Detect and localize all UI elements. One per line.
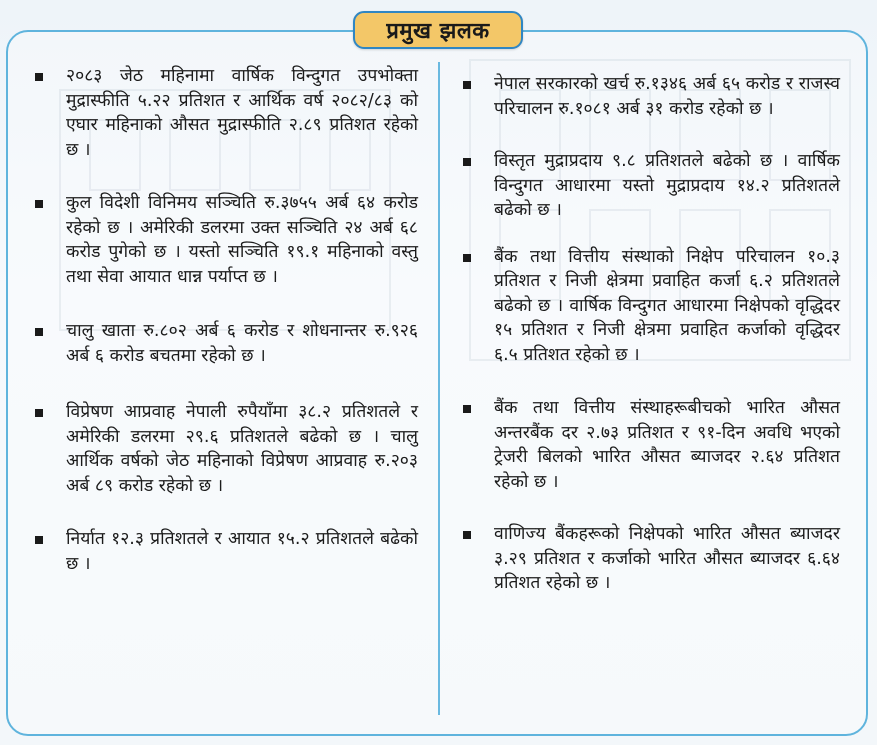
bullet-icon bbox=[463, 254, 471, 262]
column-divider bbox=[438, 62, 440, 715]
list-item-trade: निर्यात १२.३ प्रतिशतले र आयात १५.२ प्रतिशतले बढेको छ । bbox=[32, 527, 418, 576]
list-item-govt-expenditure: नेपाल सरकारको खर्च रु.१३४६ अर्ब ६५ करोड र राजस्व परिचालन रु.१०८१ अर्ब ३१ करोड रहेको छ । bbox=[460, 72, 840, 121]
bullet-icon bbox=[463, 405, 471, 413]
list-item-forex-reserves: कुल विदेशी विनिमय सञ्चिति रु.३७५५ अर्ब ६४ करोड रहेको छ । अमेरिकी डलरमा उक्त सञ्चिति २४ अर्ब ६८ करोड पुगेको छ । यस्तो सञ्चिति १९.१ महिनाको वस्तु तथा सेवा आयात धान्न पर्याप्त छ । bbox=[32, 191, 418, 289]
bullet-icon bbox=[463, 81, 471, 89]
bullet-icon bbox=[35, 536, 43, 544]
bullet-icon bbox=[463, 531, 471, 539]
bullet-icon bbox=[35, 409, 43, 417]
header-badge bbox=[353, 11, 523, 49]
bullet-icon bbox=[35, 328, 43, 336]
left-column bbox=[32, 58, 418, 576]
list-item-inflation: २०८३ जेठ महिनामा वार्षिक विन्दुगत उपभोक्ता मुद्रास्फीति ५.२२ प्रतिशत र आर्थिक वर्ष २०८२/८३ को एघार महिनाको औसत मुद्रास्फीति २.८९ प्रतिशत रहेको छ । bbox=[32, 64, 418, 162]
list-item-current-account: चालु खाता रु.८०२ अर्ब ६ करोड र शोधनान्तर रु.९२६ अर्ब ६ करोड बचतमा रहेको छ । bbox=[32, 319, 418, 368]
header-title: प्रमुख झलक bbox=[386, 19, 490, 44]
bullet-icon bbox=[35, 200, 43, 208]
list-item-remittance: विप्रेषण आप्रवाह नेपाली रुपैयाँमा ३८.२ प्रतिशतले र अमेरिकी डलरमा २९.६ प्रतिशतले बढेको छ । चालु आर्थिक वर्षको जेठ महिनाको विप्रेषण आप्रवाह रु.२०३ अर्ब ८९ करोड रहेको छ । bbox=[32, 400, 418, 498]
right-column bbox=[460, 58, 840, 596]
bullet-icon bbox=[463, 158, 471, 166]
list-item-money-supply: विस्तृत मुद्राप्रदाय ९.८ प्रतिशतले बढेको छ । वार्षिक विन्दुगत आधारमा यस्तो मुद्राप्रदाय १४.२ प्रतिशतले बढेको छ । bbox=[460, 149, 840, 223]
bullet-icon bbox=[35, 73, 43, 81]
list-item-deposits-credit: बैंक तथा वित्तीय संस्थाको निक्षेप परिचालन १०.३ प्रतिशत र निजी क्षेत्रमा प्रवाहित कर्जा ६.२ प्रतिशतले बढेको छ । वार्षिक विन्दुगत आधारमा निक्षेपको वृद्धिदर १५ प्रतिशत र निजी क्षेत्रमा प्रवाहित कर्जाको वृद्धिदर ६.५ प्रतिशत रहेको छ । bbox=[460, 245, 840, 368]
list-item-interbank-rate: बैंक तथा वित्तीय संस्थाहरूबीचको भारित औसत अन्तरबैंक दर २.७३ प्रतिशत र ९१-दिन अवधि भएको ट्रेजरी बिलको भारित औसत ब्याजदर २.६४ प्रतिशत रहेको छ । bbox=[460, 396, 840, 494]
list-item-commercial-bank-rates: वाणिज्य बैंकहरूको निक्षेपको भारित औसत ब्याजदर ३.२९ प्रतिशत र कर्जाको भारित औसत ब्याजदर ६.६४ प्रतिशत रहेको छ । bbox=[460, 522, 840, 596]
